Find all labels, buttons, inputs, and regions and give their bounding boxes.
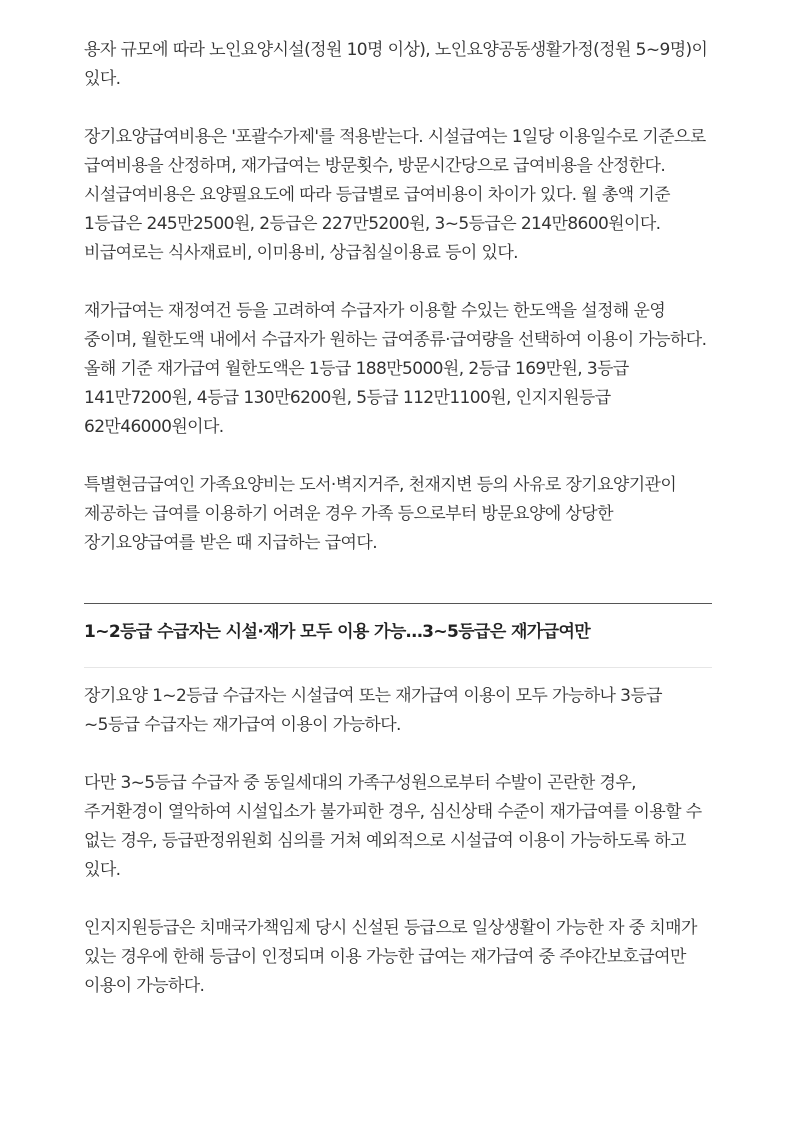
paragraph-home-care-limits: 재가급여는 재정여건 등을 고려하여 수급자가 이용할 수있는 한도액을 설정해 운영 중이며, 월한도액 내에서 수급자가 원하는 급여종류·급여량을 선택하여 이용이 가능하다. 올해 기준 재가급여 월한도액은 1등급 188만5000원, 2등급 169만원, 3등급 141만7200원, 4등급 130만6200원, 5등급 112만1100원, 인지지원등급 62만46000원이다.: [84, 301, 707, 437]
paragraph-family-care-allowance: 특별현금급여인 가족요양비는 도서·벽지거주, 천재지변 등의 사유로 장기요양기관이 제공하는 급여를 이용하기 어려운 경우 가족 등으로부터 방문요양에 상당한 장기요양급여를 받은 때 지급하는 급여다.: [84, 475, 677, 553]
heading-underline: [84, 667, 712, 668]
paragraph-exception-rules: 다만 3~5등급 수급자 중 동일세대의 가족구성원으로부터 수발이 곤란한 경우, 주거환경이 열악하여 시설입소가 불가피한 경우, 심신상태 수준이 재가급여를 이용할 수 없는 경우, 등급판정위원회 심의를 거쳐 예외적으로 시설급여 이용이 가능하도록 하고 있다.: [84, 773, 702, 880]
article-body: [84, 36, 712, 1001]
section-heading: 1~2등급 수급자는 시설·재가 모두 이용 가능…3~5등급은 재가급여만: [84, 622, 591, 642]
paragraph-cognitive-support-grade: 인지지원등급은 치매국가책임제 당시 신설된 등급으로 일상생활이 가능한 자 중 치매가 있는 경우에 한해 등급이 인정되며 이용 가능한 급여는 재가급여 중 주야간보호급여만 이용이 가능하다.: [84, 918, 697, 996]
paragraph-payment-system: 장기요양급여비용은 '포괄수가제'를 적용받는다. 시설급여는 1일당 이용일수로 기준으로 급여비용을 산정하며, 재가급여는 방문횟수, 방문시간당으로 급여비용을 산정한다. 시설급여비용은 요양필요도에 따라 등급별로 급여비용이 차이가 있다. 월 총액 기준 1등급은 245만2500원, 2등급은 227만5200원, 3~5등급은 214만8600원이다. 비급여로는 식사재료비, 이미용비, 상급침실이용료 등이 있다.: [84, 127, 706, 263]
paragraph-facility-types: 용자 규모에 따라 노인요양시설(정원 10명 이상), 노인요양공동생활가정(정원 5~9명)이 있다.: [84, 40, 708, 89]
paragraph-grade-eligibility: 장기요양 1~2등급 수급자는 시설급여 또는 재가급여 이용이 모두 가능하나 3등급~5등급 수급자는 재가급여 이용이 가능하다.: [84, 686, 663, 735]
section-divider: [84, 603, 712, 604]
